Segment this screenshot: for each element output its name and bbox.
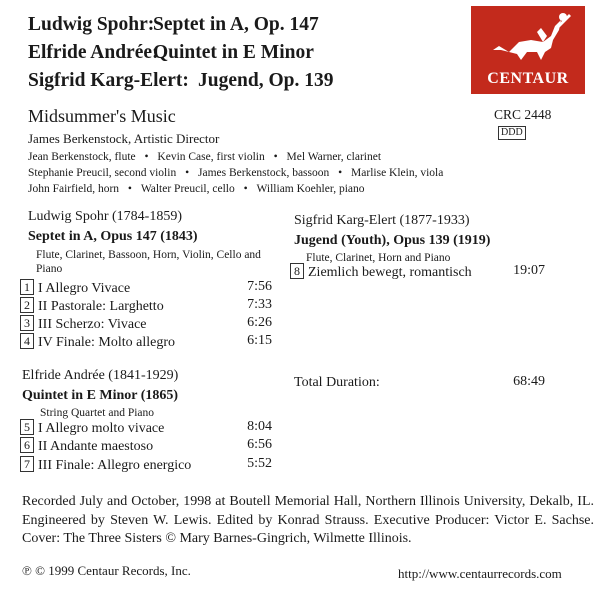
work-title: Septet in A, Opus 147 (1843) <box>28 229 198 244</box>
track-title: III Finale: Allegro energico <box>38 458 192 473</box>
musicians-row: Stephanie Preucil, second violin • James Berkenstock, bassoon • Marlise Klein, viola <box>28 167 444 179</box>
track-row <box>20 315 147 334</box>
track-number: 4 <box>20 333 34 349</box>
track-duration: 7:56 <box>247 279 272 294</box>
work-instrumentation: Flute, Clarinet, Horn and Piano <box>306 252 451 264</box>
track-number: 3 <box>20 315 34 331</box>
track-number: 2 <box>20 297 34 313</box>
header-work: Septet in A, Op. 147 <box>153 14 319 35</box>
musician: William Koehler, piano <box>256 183 365 195</box>
track-row <box>20 419 164 438</box>
track-duration: 6:56 <box>247 437 272 452</box>
centaur-logo <box>471 6 585 94</box>
header-work: Quintet in E Minor <box>153 42 314 63</box>
musician: Mel Warner, clarinet <box>286 151 382 163</box>
header-line-3 <box>28 69 333 93</box>
website-url[interactable]: http://www.centaurrecords.com <box>398 566 562 581</box>
musician: Walter Preucil, cello <box>140 183 235 195</box>
musician: Stephanie Preucil, second violin <box>28 167 177 179</box>
musician: James Berkenstock, bassoon <box>197 167 330 179</box>
track-duration: 6:15 <box>247 333 272 348</box>
work-instrumentation: String Quartet and Piano <box>40 407 155 419</box>
total-duration-label: Total Duration: <box>294 375 380 390</box>
artistic-director: James Berkenstock, Artistic Director <box>28 131 220 146</box>
musician: John Fairfield, horn <box>28 183 120 195</box>
track-number: 5 <box>20 419 34 435</box>
total-duration-value: 68:49 <box>513 374 545 389</box>
work-title: Jugend (Youth), Opus 139 (1919) <box>294 233 491 248</box>
sparscode-badge: DDD <box>498 126 526 140</box>
track-duration: 19:07 <box>513 263 545 278</box>
track-row <box>20 297 164 316</box>
track-title: I Allegro molto vivace <box>38 421 165 436</box>
musician: Jean Berkenstock, flute <box>28 151 136 163</box>
work-composer: Sigfrid Karg-Elert (1877-1933) <box>294 213 470 228</box>
work-composer: Ludwig Spohr (1784-1859) <box>28 209 182 224</box>
header-line-1 <box>28 13 319 37</box>
musician: Marlise Klein, viola <box>351 167 444 179</box>
track-title: II Pastorale: Larghetto <box>38 299 164 314</box>
track-title: Ziemlich bewegt, romantisch <box>308 265 472 280</box>
musicians-row: John Fairfield, horn • Walter Preucil, cello • William Koehler, piano <box>28 183 365 195</box>
recording-credits: Recorded July and October, 1998 at Boutell Memorial Hall, Northern Illinois University, Dekalb, IL. Engineered by Steven W. Lewis. Edited by Konrad Strauss. Executive Producer: Victor E. Sachse. Cover: The Three Sisters © Mary Barnes-Gingrich, Wilmette Illinois. <box>22 494 594 546</box>
copyright-notice: ℗ © 1999 Centaur Records, Inc. <box>22 563 191 578</box>
track-number: 8 <box>290 263 304 279</box>
catalog-number: CRC 2448 <box>494 107 552 122</box>
track-row <box>20 456 191 475</box>
track-duration: 8:04 <box>247 419 272 434</box>
work-composer: Elfride Andrée (1841-1929) <box>22 368 179 383</box>
header-composer: Elfride Andrée: <box>28 42 159 63</box>
ensemble-name: Midsummer's Music <box>28 106 176 126</box>
header-composer: Ludwig Spohr: <box>28 14 155 35</box>
musician: Kevin Case, first violin <box>157 151 265 163</box>
track-title: III Scherzo: Vivace <box>38 317 147 332</box>
header-composer: Sigfrid Karg-Elert: <box>28 70 189 91</box>
track-title: II Andante maestoso <box>38 439 154 454</box>
track-number: 1 <box>20 279 34 295</box>
track-row <box>290 263 472 282</box>
track-title: IV Finale: Molto allegro <box>38 335 175 350</box>
track-number: 7 <box>20 456 34 472</box>
track-duration: 7:33 <box>247 297 272 312</box>
logo-text: CENTAUR <box>487 70 569 87</box>
centaur-icon <box>471 6 585 70</box>
header-line-2 <box>28 41 314 65</box>
track-row <box>20 279 130 298</box>
musicians-row: Jean Berkenstock, flute • Kevin Case, first violin • Mel Warner, clarinet <box>28 151 382 163</box>
track-duration: 5:52 <box>247 456 272 471</box>
work-instrumentation: Flute, Clarinet, Bassoon, Horn, Violin, Cello and Piano <box>36 249 261 275</box>
track-row <box>20 333 175 352</box>
track-duration: 6:26 <box>247 315 272 330</box>
track-number: 6 <box>20 437 34 453</box>
track-row <box>20 437 153 456</box>
track-title: I Allegro Vivace <box>38 281 131 296</box>
header-work: Jugend, Op. 139 <box>198 70 334 91</box>
work-title: Quintet in E Minor (1865) <box>22 388 179 403</box>
